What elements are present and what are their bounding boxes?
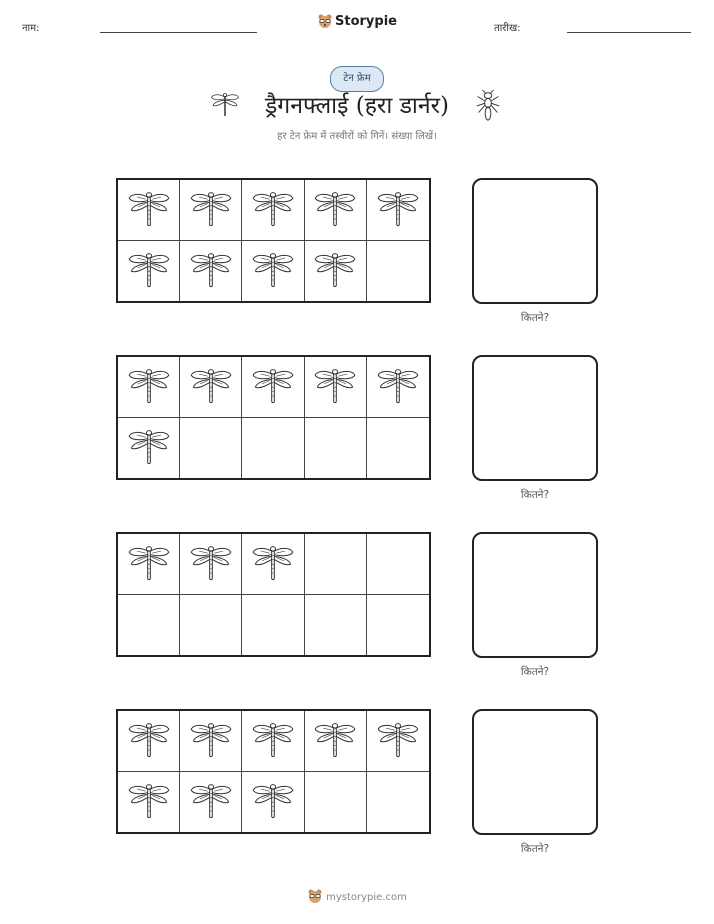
frame-cell: [242, 595, 304, 656]
dragonfly-icon: [126, 540, 172, 588]
frame-cell: [118, 595, 180, 656]
dragonfly-icon: [126, 717, 172, 765]
dragonfly-icon: [375, 717, 421, 765]
frame-cell: [305, 595, 367, 656]
dragonfly-icon: [250, 363, 296, 411]
instructions: हर टेन फ्रेम में तस्वीरों को गिनें। संख्या लिखें।: [277, 131, 437, 142]
frame-cell: [118, 180, 180, 241]
brand-name: Storypie: [335, 14, 397, 29]
frame-cell: [367, 418, 429, 479]
brand-logo: [0, 13, 714, 29]
footer-url: mystorypie.com: [326, 892, 407, 903]
dragonfly-icon: [188, 717, 234, 765]
frame-cell: [305, 241, 367, 302]
answer-box-4[interactable]: [472, 709, 598, 835]
footer: [0, 888, 714, 904]
how-many-label-1: कितने?: [520, 312, 550, 324]
frame-cell: [118, 711, 180, 772]
dragonfly-icon: [188, 778, 234, 826]
answer-box-2[interactable]: [472, 355, 598, 481]
dragonfly-icon: [375, 363, 421, 411]
ten-frame-2: [116, 355, 431, 480]
frame-cell: [118, 357, 180, 418]
frame-cell: [180, 418, 242, 479]
frame-cell: [367, 711, 429, 772]
dragonfly-icon: [375, 186, 421, 234]
dragonfly-icon: [126, 186, 172, 234]
dragonfly-icon: [250, 186, 296, 234]
frame-cell: [118, 534, 180, 595]
frame-cell: [305, 772, 367, 833]
dragonfly-icon: [126, 363, 172, 411]
frame-cell: [367, 772, 429, 833]
dragonfly-icon: [250, 247, 296, 295]
answer-box-3[interactable]: [472, 532, 598, 658]
page-title: ड्रैगनफ्लाई (हरा डार्नर): [264, 93, 450, 119]
topic-badge: टेन फ्रेम: [330, 66, 384, 92]
frame-cell: [180, 180, 242, 241]
frame-cell: [242, 772, 304, 833]
frame-cell: [118, 418, 180, 479]
dragonfly-icon: [250, 540, 296, 588]
dragonfly-icon: [188, 363, 234, 411]
frame-cell: [305, 357, 367, 418]
dragonfly-icon: [312, 363, 358, 411]
frame-cell: [180, 772, 242, 833]
frame-cell: [367, 180, 429, 241]
frame-cell: [305, 180, 367, 241]
ten-frame-1: [116, 178, 431, 303]
dragonfly-icon: [126, 424, 172, 472]
frame-cell: [118, 772, 180, 833]
bear-logo-icon: [307, 888, 323, 904]
date-line[interactable]: [567, 32, 691, 33]
name-line[interactable]: [100, 32, 257, 33]
frame-cell: [367, 534, 429, 595]
nymph-icon: [473, 89, 503, 121]
frame-cell: [180, 241, 242, 302]
date-label: तारीख:: [494, 23, 521, 34]
how-many-label-2: कितने?: [520, 489, 550, 501]
frame-cell: [242, 180, 304, 241]
dragonfly-icon: [188, 540, 234, 588]
frame-cell: [180, 534, 242, 595]
dragonfly-icon: [188, 186, 234, 234]
ten-frame-4: [116, 709, 431, 834]
frame-cell: [305, 711, 367, 772]
frame-cell: [305, 534, 367, 595]
frame-cell: [242, 241, 304, 302]
how-many-label-3: कितने?: [520, 666, 550, 678]
dragonfly-icon: [126, 778, 172, 826]
frame-cell: [242, 711, 304, 772]
frame-cell: [242, 357, 304, 418]
frame-cell: [367, 595, 429, 656]
dragonfly-icon: [188, 247, 234, 295]
frame-cell: [242, 418, 304, 479]
dragonfly-icon: [126, 247, 172, 295]
dragonfly-icon: [250, 717, 296, 765]
frame-cell: [180, 711, 242, 772]
ten-frame-3: [116, 532, 431, 657]
how-many-label-4: कितने?: [520, 843, 550, 855]
bear-logo-icon: [317, 13, 333, 29]
frame-cell: [180, 357, 242, 418]
frame-cell: [305, 418, 367, 479]
answer-box-1[interactable]: [472, 178, 598, 304]
frame-cell: [180, 595, 242, 656]
frame-cell: [118, 241, 180, 302]
frame-cell: [367, 241, 429, 302]
dragonfly-icon: [312, 717, 358, 765]
frame-cell: [242, 534, 304, 595]
name-label: नाम:: [22, 23, 40, 34]
frame-cell: [367, 357, 429, 418]
dragonfly-icon: [250, 778, 296, 826]
dragonfly-icon: [312, 186, 358, 234]
dragonfly-icon: [312, 247, 358, 295]
